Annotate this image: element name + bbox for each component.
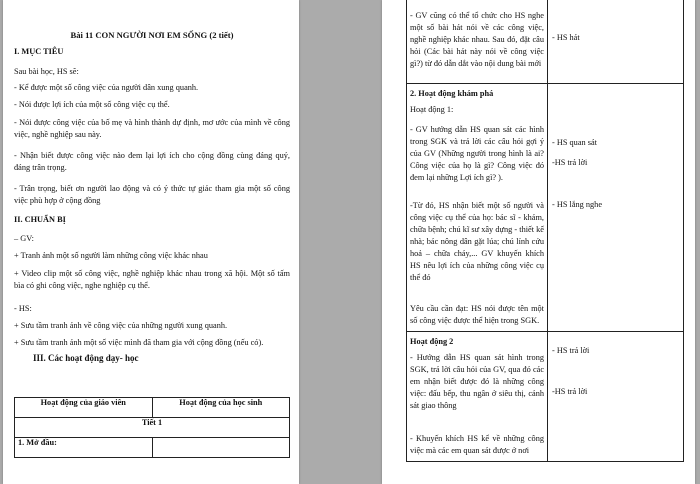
student-activity-note: - HS lắng nghe — [552, 200, 603, 209]
objective-item: - Nói được lợi ích của một số công việc cụ thể. — [14, 100, 170, 109]
activity-2-label: Hoạt động 2 — [410, 337, 454, 346]
table-border-right — [683, 0, 684, 462]
gv-item: + Video clip một số công việc, nghề nghiệp khác nhau trong xã hội. Một số tấm bìa có ghi công việc, nghe nghiệp cụ thể. — [14, 269, 290, 290]
lesson-title: Bài 11 CON NGƯỜI NƠI EM SỐNG (2 tiết) — [70, 30, 234, 40]
objective-item: - Trân trọng, biết ơn người lao động và có ý thức tự giác tham gia một số công việc phù hợp ở cộng đồng — [14, 184, 290, 205]
teacher-activity-text: - Khuyến khích HS kể về những công việc mà các em quan sát được ở nơi — [410, 434, 544, 455]
table-row-divider — [406, 83, 684, 84]
objective-item: - Kể được một số công việc của người dân xung quanh. — [14, 83, 199, 92]
student-activity-note: - HS hát — [552, 33, 580, 42]
objective-item: - Nói được công việc của bố mẹ và hình thành dự định, mơ ước của mình về công việc, nghề nghiệp sau này. — [14, 118, 290, 139]
activity-1-label: Hoạt động 1: — [410, 105, 454, 114]
period-label: Tiết 1 — [15, 418, 290, 438]
row-opening: 1. Mở đầu: — [15, 438, 153, 458]
table-row-divider — [406, 461, 684, 462]
explore-heading: 2. Hoạt động khám phá — [410, 89, 494, 98]
section-activities-heading: III. Các hoạt động dạy- học — [33, 353, 139, 363]
document-page-2 — [382, 0, 695, 484]
table-row-divider — [406, 331, 684, 332]
section-objectives-heading: I. MỤC TIÊU — [14, 47, 64, 56]
document-page-1 — [3, 0, 299, 484]
student-activity-note: - HS quan sát — [552, 138, 597, 147]
gv-label: – GV: — [14, 234, 34, 243]
col-teacher-header: Hoạt động của giáo viên — [15, 398, 153, 418]
teacher-activity-text: - Hướng dẫn HS quan sát hình trong SGK, trả lời câu hỏi của GV, qua đó các em nhận biết được đó là những công việc: đấu bếp, thu ngân ở siêu thị, cảnh sát giao thông — [410, 353, 544, 410]
requirement-text: Yêu cầu cần đạt: HS nói được tên một số công việc được thể hiện trong SGK. — [410, 304, 544, 325]
section-preparation-heading: II. CHUẨN BỊ — [14, 215, 66, 224]
table-border-left — [406, 0, 407, 462]
activities-table — [14, 397, 290, 458]
hs-item: + Sưu tầm tranh ảnh về công việc của những người xung quanh. — [14, 321, 228, 330]
objective-item: - Nhận biết được công việc nào đem lại lợi ích cho cộng đồng cùng đáng quý, đáng trân trọng. — [14, 151, 290, 172]
objectives-intro: Sau bài học, HS sẽ: — [14, 67, 79, 76]
student-activity-note: - HS trả lời — [552, 346, 590, 355]
hs-label: - HS: — [14, 304, 32, 313]
teacher-activity-text: - GV hướng dẫn HS quan sát các hình trong SGK và trả lời các câu hỏi gợi ý của GV (Những người trong hình là ai? Công việc của họ là gì? Công việc đó đem lại những Lợi ích gì? ). — [410, 125, 544, 182]
teacher-activity-text: -Từ đó, HS nhận biết một số người và công việc cụ thể của họ: bác sĩ - khám, chữa bệnh; chú kĩ sư xây dựng - thiết kế nhà; bác nông dân gặt lúa; chú lính cứu hoả – chữa cháy,... GV khuyến khích HS nêu lợi ích của những công việc cụ thể đó — [410, 201, 544, 282]
student-activity-note: -HS trả lời — [552, 387, 588, 396]
hs-item: + Sưu tầm tranh ảnh một số việc mình đã tham gia với cộng đồng (nếu có). — [14, 338, 264, 347]
table-column-divider — [547, 0, 548, 462]
row-opening-student — [152, 438, 290, 458]
student-activity-note: -HS trả lời — [552, 158, 588, 167]
col-student-header: Hoạt động của học sinh — [152, 398, 290, 418]
teacher-activity-text: - GV cũng có thể tổ chức cho HS nghe một số bài hát nói về các công việc, nghề nghiệp khác nhau. Sau đó, đặt câu hỏi (Các bài hát này nói về công việc gì?) từ đó dẫn dắt vào nội dung bài mới — [410, 11, 544, 68]
gv-item: + Tranh ảnh một số người làm những công việc khác nhau — [14, 251, 208, 260]
